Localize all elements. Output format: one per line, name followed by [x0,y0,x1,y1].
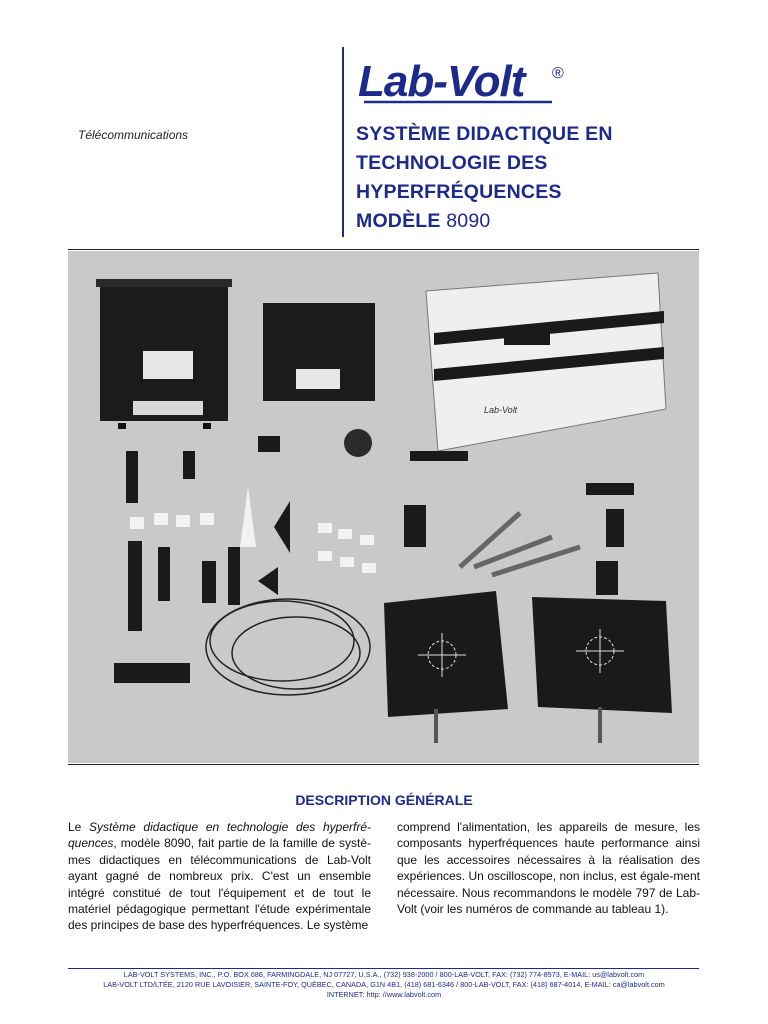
title-line: TECHNOLOGIE DES [356,152,548,174]
photo-top-rule [68,249,699,250]
logo-mark [356,50,576,108]
coaxial-cables [206,599,370,695]
tray-brand-label: Lab-Volt [484,405,518,415]
body-column-right: comprend l'alimentation, les appareils de mesure, les composants hyperfréquences haute performance ainsi que les accessoires nécessaires à la réalisation des expériences. Un oscilloscope, non inclus, est égale-ment nécessaire. Nous recommandons le modèle 797 de Lab-Volt (voir les numéros de commande au tableau 1). [397,820,700,917]
waveguide-rods [460,513,580,575]
equipment-illustration [68,251,699,763]
equipment-photo [68,251,699,763]
footer-line-us: LAB-VOLT SYSTEMS, INC., P.O. BOX 686, FARMINGDALE, NJ 07727, U.S.A., (732) 938-2000 / 800-LAB-VOLT, FAX: (732) 774-8573, E-MAIL: us@labvolt.com [123,970,645,979]
header-divider [342,47,344,237]
model-number: 8090 [446,210,491,232]
product-name-italic: Système didactique en technologie des hyperfré-quences [68,820,371,851]
model-label: MODÈLE [356,210,441,232]
component-tray [426,273,666,451]
title-line: HYPERFRÉQUENCES [356,181,562,203]
category-label: Télécommunications [78,128,189,142]
title-line: SYSTÈME DIDACTIQUE EN [356,123,613,145]
body-text: Le [68,820,90,834]
section-heading: DESCRIPTION GÉNÉRALE [295,792,473,808]
footer-contact [0,970,768,1000]
lab-volt-logo [356,50,576,108]
footer-rule [68,968,699,969]
body-text: , modèle 8090, fait partie de la famille de systè-mes didactiques en télécommunications de Lab-Volt ayant gagné de nombreux prix. C'est un ensemble intégré constitué de tout l'équipement et de tout le matériel pédagogique permettant l'étude expérimentale des principes de base des hyperfréquences. Le système [68,836,371,933]
reflector-plates [384,591,672,743]
body-column-left [68,819,371,934]
power-supply-unit [96,279,232,429]
model-line [356,207,736,236]
footer-line-internet: INTERNET: http: //www.labvolt.com [326,990,442,999]
photo-bottom-rule [68,764,699,765]
meter-unit [263,303,375,401]
registered-mark: ® [552,65,564,82]
footer-line-canada: LAB-VOLT LTD/LTÉE, 2120 RUE LAVOISIER, SAINTE-FOY, QUÉBEC, CANADA, G1N 4B1, (418) 681-6346 / 800-LAB-VOLT, FAX: (418) 687-4014, E-MAIL: ca@labvolt.com [103,980,665,989]
page-title [356,120,736,236]
logo-wordmark: Lab-Volt [358,57,525,106]
